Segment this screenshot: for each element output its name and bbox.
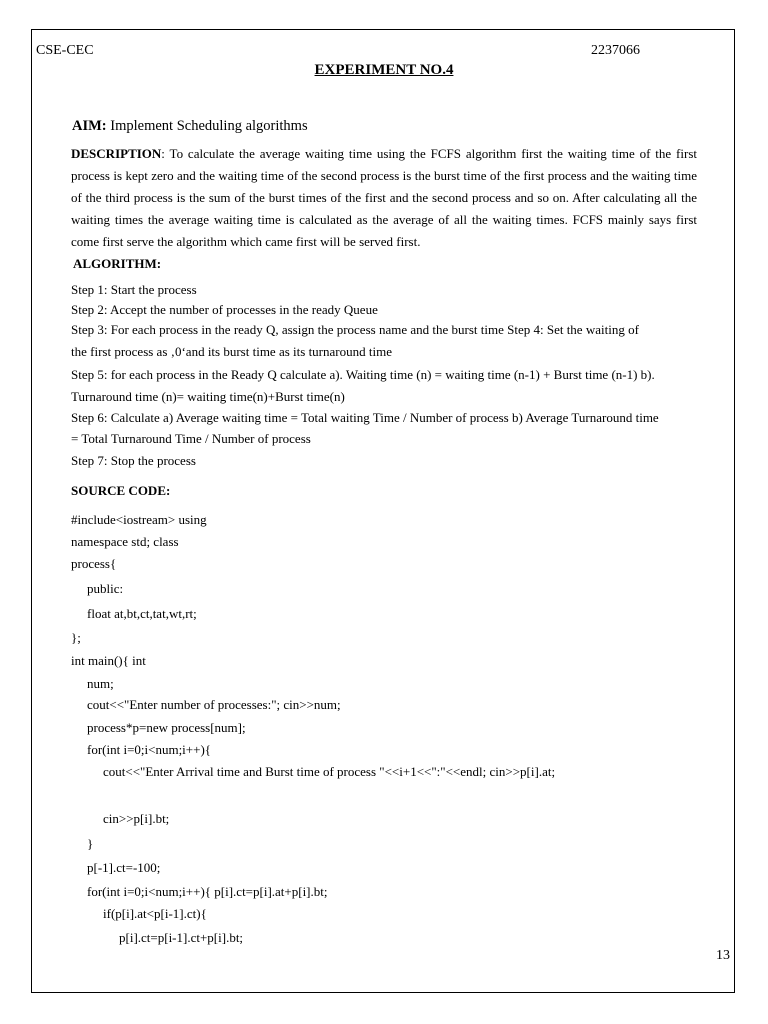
algorithm-step: Step 5: for each process in the Ready Q calculate a). Waiting time (n) = waiting time (n-1) + Burst time (n-1) b). [71, 367, 655, 382]
description-text: : To calculate the average waiting time using the FCFS algorithm first the waiting time of the first process is kept zero and the waiting time of the second process is the burst time of the first process and the waiting time of the third process is the sum of the burst times of the first and the second process and so on. After calculating all the waiting times the average waiting time is calculated as the average of all the waiting times. FCFS mainly says first come first serve the algorithm which came first will be served first. [71, 146, 697, 249]
code-line: for(int i=0;i<num;i++){ [87, 742, 212, 757]
code-line: int main(){ int [71, 653, 146, 668]
code-line: public: [87, 581, 124, 596]
code-line: p[-1].ct=-100; [87, 860, 161, 875]
aim-text: Implement Scheduling algorithms [106, 118, 308, 134]
description-label: DESCRIPTION [71, 146, 162, 161]
algorithm-heading: ALGORITHM: [73, 256, 162, 271]
algorithm-step: Step 3: For each process in the ready Q, assign the process name and the burst time Step 4: Set the waiting of [71, 322, 639, 337]
code-line: cout<<"Enter Arrival time and Burst time of process "<<i+1<<":"<<endl; cin>>p[i].at; [103, 764, 556, 779]
code-line: cout<<"Enter number of processes:"; cin>>num; [87, 697, 341, 712]
code-line: if(p[i].at<p[i-1].ct){ [103, 906, 207, 921]
code-line: process{ [71, 556, 117, 571]
page-title: EXPERIMENT NO.4 [314, 62, 454, 78]
algorithm-step: Step 2: Accept the number of processes in the ready Queue [71, 302, 378, 317]
code-line: cin>>p[i].bt; [103, 811, 170, 826]
header-department: CSE-CEC [36, 43, 94, 58]
source-code-heading: SOURCE CODE: [71, 483, 171, 498]
code-line: for(int i=0;i<num;i++){ p[i].ct=p[i].at+p[i].bt; [87, 884, 328, 899]
aim-label: AIM: [72, 118, 107, 134]
algorithm-step: Step 7: Stop the process [71, 453, 196, 468]
code-line: num; [87, 676, 114, 691]
code-line: }; [71, 630, 81, 645]
algorithm-step: Step 6: Calculate a) Average waiting time = Total waiting Time / Number of process b) Average Turnaround time [71, 410, 659, 425]
code-line: p[i].ct=p[i-1].ct+p[i].bt; [119, 930, 244, 945]
header-roll-number: 2237066 [591, 43, 640, 58]
code-line: float at,bt,ct,tat,wt,rt; [87, 606, 197, 621]
description-paragraph [71, 143, 697, 253]
aim-section [72, 118, 308, 135]
code-line: process*p=new process[num]; [87, 720, 246, 735]
page-number: 13 [716, 948, 730, 963]
code-line: } [87, 836, 94, 851]
code-line: namespace std; class [71, 534, 179, 549]
algorithm-step: = Total Turnaround Time / Number of process [71, 431, 311, 446]
algorithm-step: the first process as ‚0‘and its burst time as its turnaround time [71, 344, 392, 359]
algorithm-step: Turnaround time (n)= waiting time(n)+Burst time(n) [71, 389, 345, 404]
algorithm-step: Step 1: Start the process [71, 282, 197, 297]
code-line: #include<iostream> using [71, 512, 207, 527]
